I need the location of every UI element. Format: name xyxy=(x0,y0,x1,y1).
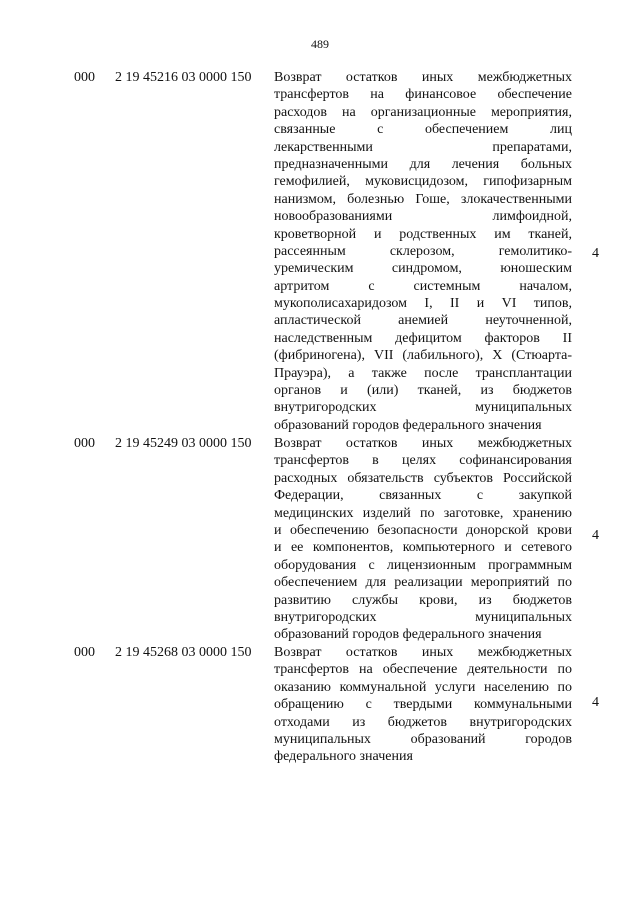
description-line: кроветворной и родственных им тканей, xyxy=(274,226,572,242)
description-line: Прауэра), а также после трансплантации xyxy=(274,365,572,381)
budget-classification-code: 2 19 45216 03 0000 150 xyxy=(115,70,252,85)
entry-description xyxy=(274,69,572,434)
description-line: федерального значения xyxy=(274,749,413,765)
admin-code: 000 xyxy=(74,436,95,451)
description-line: трансфертов на финансовое обеспечение xyxy=(274,87,572,103)
description-line: новообразованиями лимфоидной, xyxy=(274,209,572,225)
description-line: развитию службы крови, из бюджетов xyxy=(274,592,572,608)
description-line: оборудования с лицензионным программным xyxy=(274,557,572,573)
description-line: и ее компонентов, компьютерного и сетевого xyxy=(274,540,572,556)
description-line: нанизмом, болезнью Гоше, злокачественными xyxy=(274,191,572,207)
description-line: внутригородских муниципальных xyxy=(274,400,572,416)
description-line: и обеспечению безопасности донорской крови xyxy=(274,522,572,538)
description-line: трансфертов на обеспечение деятельности по xyxy=(274,662,572,678)
entry-value: 4 xyxy=(592,695,599,710)
description-line: рассеянным склерозом, гемолитико- xyxy=(274,243,572,259)
description-line: (фибриногена), VII (лабильного), X (Стюарта- xyxy=(274,348,572,364)
description-line: Возврат остатков иных межбюджетных xyxy=(274,645,572,660)
description-line: обращению с твердыми коммунальными xyxy=(274,697,572,713)
description-line: гемофилией, муковисцидозом, гипофизарным xyxy=(274,174,572,190)
description-line: отходами из бюджетов внутригородских xyxy=(274,714,572,730)
description-line: лекарственными препаратами, xyxy=(274,139,572,155)
description-line: Возврат остатков иных межбюджетных xyxy=(274,70,572,85)
description-line: артритом с системным началом, xyxy=(274,278,572,294)
budget-classification-code: 2 19 45268 03 0000 150 xyxy=(115,645,252,660)
description-line: мукополисахаридозом I, II и VI типов, xyxy=(274,296,572,312)
description-line: предназначенными для лечения больных xyxy=(274,156,572,172)
description-line: оказанию коммунальной услуги населению по xyxy=(274,679,572,695)
description-line: связанные с обеспечением лиц xyxy=(274,122,572,138)
entry-description xyxy=(274,644,572,766)
entry-value: 4 xyxy=(592,528,599,543)
description-line: расходных обязательств субъектов Российской xyxy=(274,470,572,486)
admin-code: 000 xyxy=(74,70,95,85)
admin-code: 000 xyxy=(74,645,95,660)
description-line: Федерации, связанных с закупкой xyxy=(274,488,572,504)
description-line: органов и (или) тканей, из бюджетов xyxy=(274,383,572,399)
description-line: уремическим синдромом, юношеским xyxy=(274,261,572,277)
entry-value: 4 xyxy=(592,246,599,261)
description-line: расходов на организационные мероприятия, xyxy=(274,104,572,120)
description-line: образований городов федерального значения xyxy=(274,627,542,643)
description-line: внутригородских муниципальных xyxy=(274,609,572,625)
description-line: апластической анемией неуточненной, xyxy=(274,313,572,329)
description-line: образований городов федерального значения xyxy=(274,417,542,433)
description-line: медицинских изделий по заготовке, хранению xyxy=(274,505,572,521)
description-line: трансфертов в целях софинансирования xyxy=(274,453,572,469)
description-line: обеспечением для реализации мероприятий по xyxy=(274,575,572,591)
page-number: 489 xyxy=(311,37,329,51)
description-line: наследственным дефицитом факторов II xyxy=(274,330,572,346)
description-line: муниципальных образований городов xyxy=(274,731,572,747)
entry-description xyxy=(274,435,572,644)
description-line: Возврат остатков иных межбюджетных xyxy=(274,436,572,451)
budget-classification-code: 2 19 45249 03 0000 150 xyxy=(115,436,252,451)
